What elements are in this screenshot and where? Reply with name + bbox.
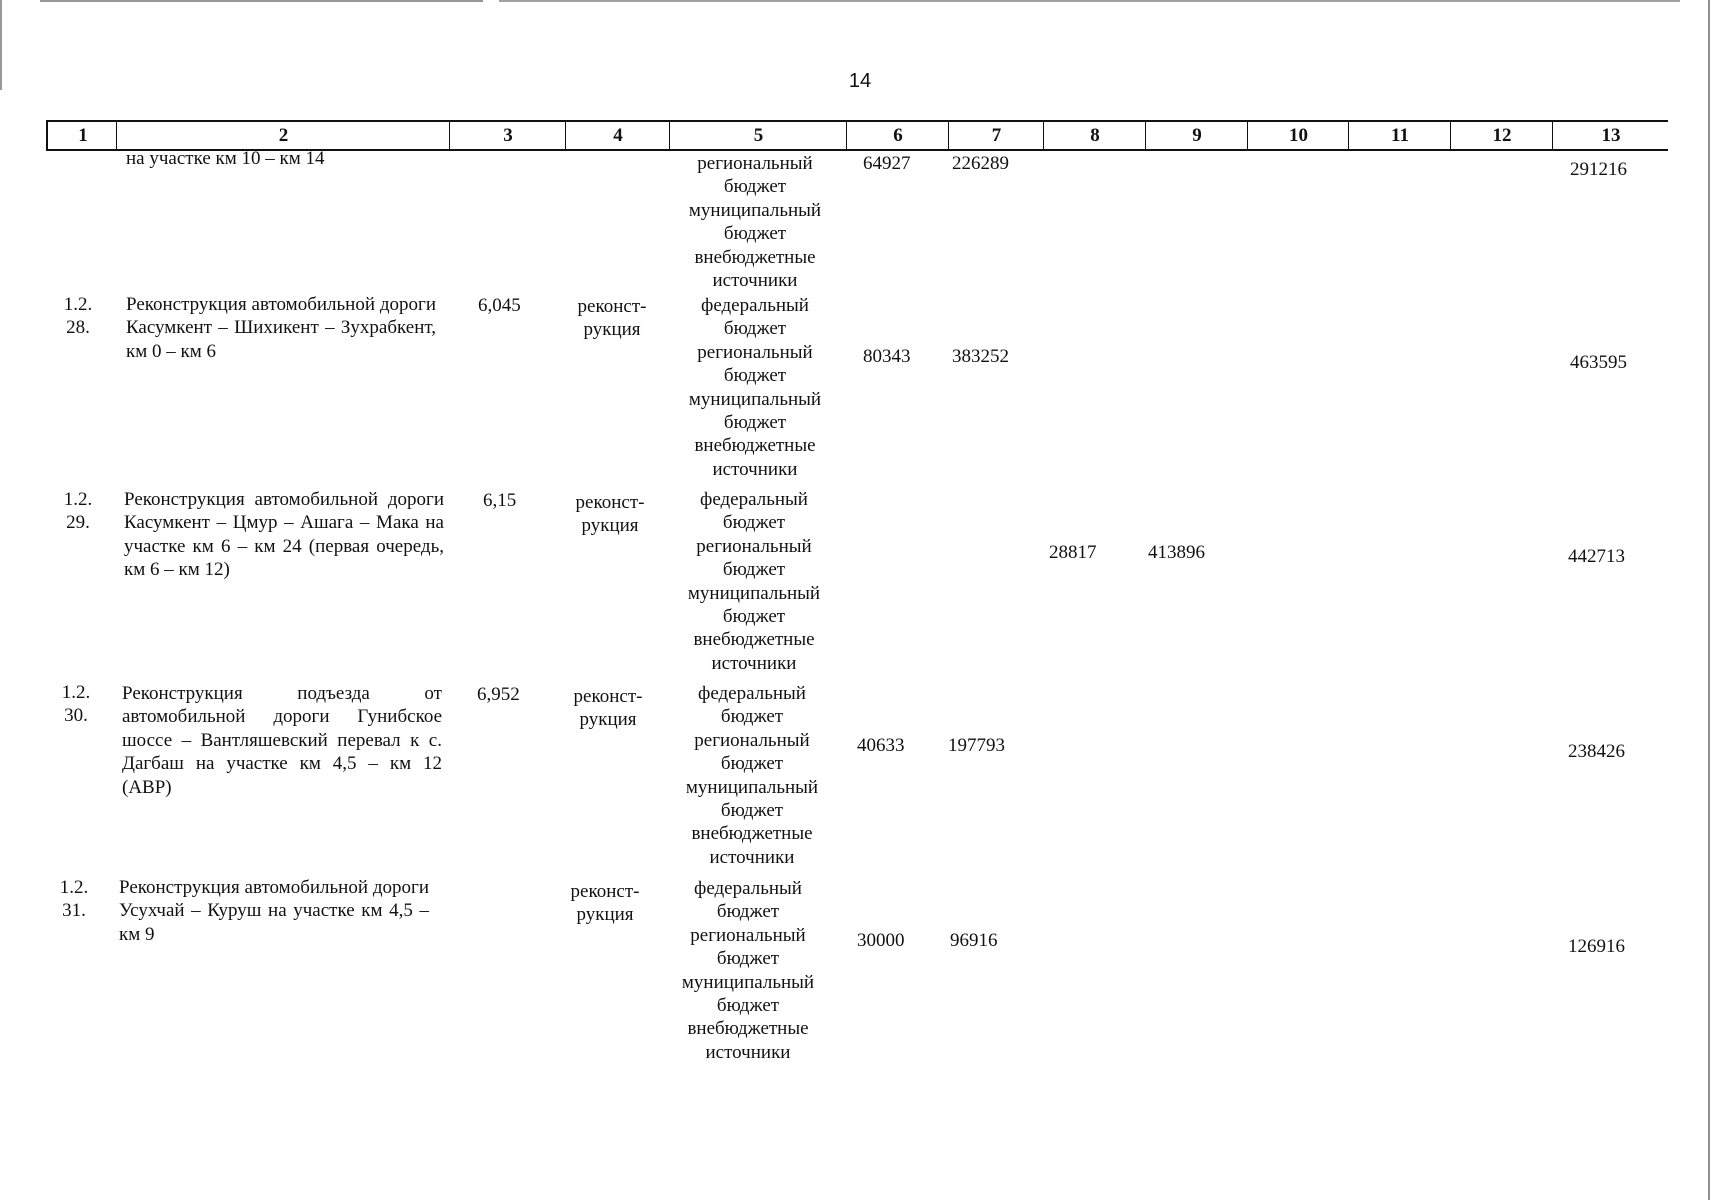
source-line: федеральный [700,489,808,510]
row-number: 1.2. 31. [59,877,89,922]
source-line: бюджет [716,901,780,923]
row-type: реконст- рукция [570,881,640,926]
source-line: внебюджетные [694,435,816,457]
source-line: бюджет [722,559,786,581]
header-col-8: 8 [1043,122,1146,149]
header-col-11: 11 [1348,122,1451,149]
source-line: муниципальный [687,582,821,604]
row-col13: 126916 [1568,936,1625,957]
source-line: региональный [694,729,810,751]
row-description: Реконструкция автомобильной дороги Усухчай – Куруш на участке км 4,5 – км 9 [119,877,429,945]
source-line: внебюджетные [691,823,813,845]
row-type: реконст- рукция [573,686,643,731]
row-col9: 413896 [1148,542,1205,563]
row-number: 1.2. 28. [63,294,93,339]
source-line: источники [711,652,797,674]
header-col-6: 6 [846,122,949,149]
row-col6: 80343 [863,346,911,367]
header-col-2: 2 [116,122,450,149]
source-line: внебюджетные [687,1018,809,1040]
source-line: муниципальный [688,388,822,410]
continuation-sources [665,152,845,292]
row-col13: 442713 [1568,546,1625,567]
source-line: бюджет [723,223,787,245]
row-col6: 40633 [857,735,905,756]
row-length: 6,952 [477,684,520,705]
scan-edge-left [0,0,2,90]
source-line: бюджет [720,800,784,822]
source-line: бюджет [722,606,786,628]
row-type: реконст- рукция [575,492,645,537]
row-sources [665,294,845,481]
source-line: источники [705,1041,791,1063]
source-line: федеральный [698,683,806,704]
header-col-12: 12 [1450,122,1553,149]
continuation-col13: 291216 [1570,159,1627,180]
source-line: бюджет [722,512,786,534]
source-line: муниципальный [685,776,819,798]
row-col8: 28817 [1049,542,1097,563]
row-length: 6,15 [483,490,517,511]
source-line: бюджет [723,176,787,198]
source-line: бюджет [723,365,787,387]
continuation-col6: 64927 [863,153,911,174]
row-length: 6,045 [478,295,521,316]
source-line: региональный [696,535,812,557]
row-col13: 238426 [1568,741,1625,762]
row-col6: 30000 [857,930,905,951]
source-line: бюджет [716,948,780,970]
row-col13: 463595 [1570,352,1627,373]
source-line: источники [709,846,795,868]
source-line: бюджет [716,995,780,1017]
source-line: бюджет [723,412,787,434]
source-line: региональный [697,153,813,174]
page-number: 14 [848,70,872,92]
row-sources [658,877,838,1064]
row-description: Реконструкция автомобильной дороги Касумкент – Шихикент – Зухрабкент, км 0 – км 6 [126,294,436,362]
row-number: 1.2. 29. [63,489,93,534]
row-col7: 96916 [950,930,998,951]
scan-edge-top [40,0,1680,2]
source-line: внебюджетные [694,246,816,268]
source-line: федеральный [701,295,809,316]
source-line: источники [712,270,798,292]
source-line: муниципальный [688,199,822,221]
header-col-4: 4 [565,122,670,149]
source-line: региональный [690,924,806,946]
header-col-9: 9 [1145,122,1248,149]
row-sources [664,488,844,675]
header-col-5: 5 [669,122,847,149]
source-line: бюджет [720,753,784,775]
header-col-10: 10 [1247,122,1349,149]
source-line: бюджет [720,706,784,728]
row-type: реконст- рукция [577,296,647,341]
row-description: Реконструкция автомобильной дороги Касумкент – Цмур – Ашага – Мака на участке км 6 – км 24 (первая очередь, км 6 – км 12) [124,489,444,581]
row-number: 1.2. 30. [61,682,91,727]
header-col-1: 1 [46,122,118,149]
source-line: внебюджетные [693,629,815,651]
source-line: региональный [697,341,813,363]
row-col7: 197793 [948,735,1005,756]
header-col-3: 3 [449,122,566,149]
header-col-7: 7 [948,122,1044,149]
row-sources [662,682,842,869]
continuation-col7: 226289 [952,153,1009,174]
source-line: федеральный [694,878,802,899]
header-col-13: 13 [1552,122,1669,149]
source-line: муниципальный [681,971,815,993]
row-col7: 383252 [952,346,1009,367]
continuation-description: на участке км 10 – км 14 [126,148,325,169]
source-line: источники [712,458,798,480]
row-description: Реконструкция подъезда от автомобильной дороги Гунибское шоссе – Вантляшевский перевал к с. Дагбаш на участке км 4,5 – км 12 (АВР) [122,683,442,798]
source-line: бюджет [723,318,787,340]
scan-edge-right [1708,0,1710,1200]
